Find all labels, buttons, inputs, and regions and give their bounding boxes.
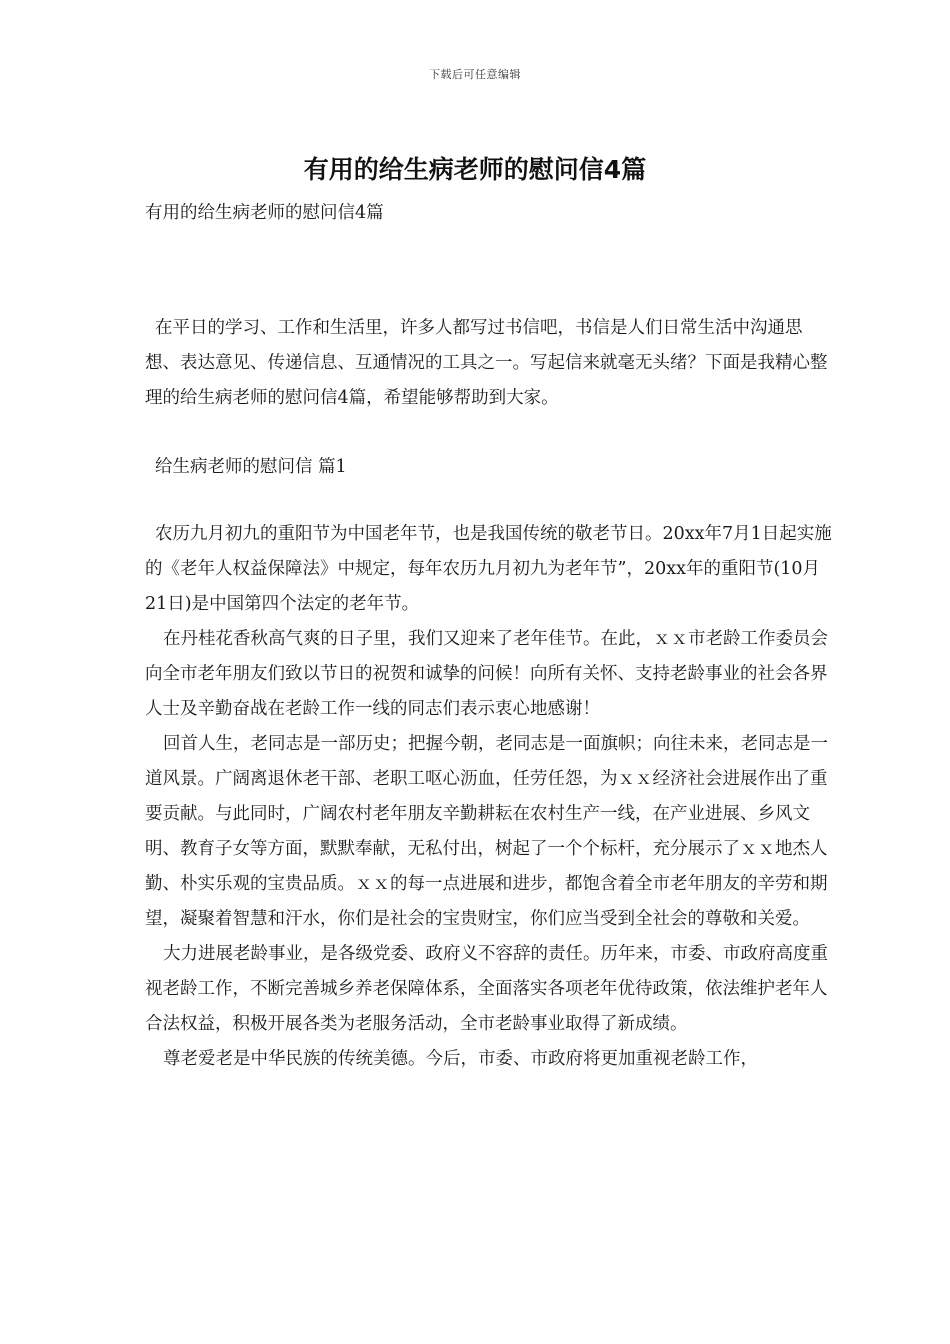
spacer bbox=[145, 231, 835, 311]
intro-paragraph: 在平日的学习、工作和生活里，许多人都写过书信吧，书信是人们日常生活中沟通思想、表达意见、传递信息、互通情况的工具之一。写起信来就毫无头绪？下面是我精心整理的给生病老师的慰问信4篇，希望能够帮助到大家。 bbox=[145, 318, 828, 408]
header-note: 下载后可任意编辑 bbox=[429, 68, 521, 81]
spacer bbox=[145, 416, 835, 450]
body-paragraph: 农历九月初九的重阳节为中国老年节，也是我国传统的敬老节日。20xx年7月1日起实施的《老年人权益保障法》中规定，每年农历九月初九为老年节”，20xx年的重阳节(10月21日)是中国第四个法定的老年节。 bbox=[145, 524, 832, 614]
document-body bbox=[145, 196, 835, 1077]
body-paragraph: 尊老爱老是中华民族的传统美德。今后，市委、市政府将更加重视老龄工作， bbox=[163, 1049, 758, 1069]
document-title: 有用的给生病老师的慰问信4篇 bbox=[303, 155, 647, 184]
body-paragraph: 在丹桂花香秋高气爽的日子里，我们又迎来了老年佳节。在此，ｘｘ市老龄工作委员会向全市老年朋友们致以节日的祝贺和诚挚的问候！向所有关怀、支持老龄事业的社会各界人士及辛勤奋战在老龄工作一线的同志们表示衷心地感谢！ bbox=[145, 629, 828, 719]
section-heading: 给生病老师的慰问信 篇1 bbox=[155, 457, 347, 477]
document-subtitle: 有用的给生病老师的慰问信4篇 bbox=[145, 203, 384, 223]
spacer bbox=[145, 485, 835, 517]
body-paragraph: 大力进展老龄事业，是各级党委、政府义不容辞的责任。历年来，市委、市政府高度重视老龄工作，不断完善城乡养老保障体系，全面落实各项老年优待政策，依法维护老年人合法权益，积极开展各类为老服务活动，全市老龄事业取得了新成绩。 bbox=[145, 944, 828, 1034]
body-paragraph: 回首人生，老同志是一部历史；把握今朝，老同志是一面旗帜；向往未来，老同志是一道风景。广阔离退休老干部、老职工呕心沥血，任劳任怨，为ｘｘ经济社会进展作出了重要贡献。与此同时，广阔农村老年朋友辛勤耕耘在农村生产一线，在产业进展、乡风文明、教育子女等方面，默默奉献，无私付出，树起了一个个标杆，充分展示了ｘｘ地杰人勤、朴实乐观的宝贵品质。ｘｘ的每一点进展和进步，都饱含着全市老年朋友的辛劳和期望，凝聚着智慧和汗水，你们是社会的宝贵财宝，你们应当受到全社会的尊敬和关爱。 bbox=[145, 734, 828, 929]
